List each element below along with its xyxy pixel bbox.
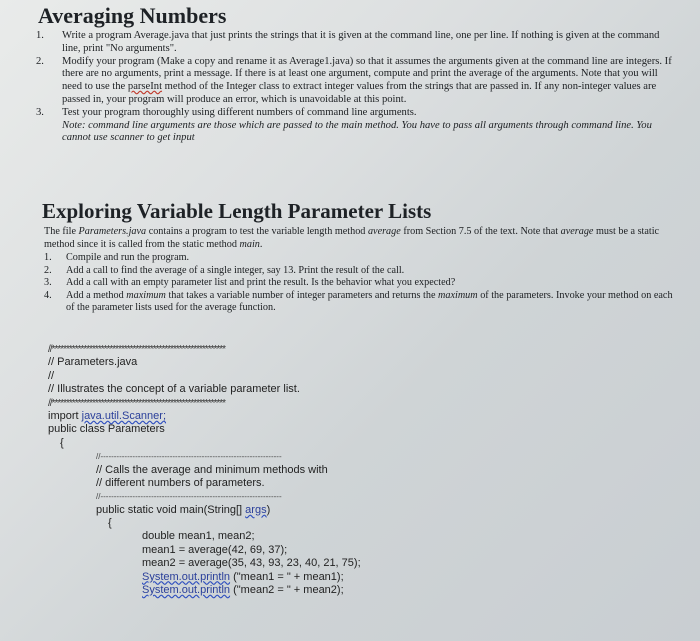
averaging-task-list bbox=[36, 30, 676, 145]
list-item bbox=[36, 56, 676, 107]
code-comment: //-------------------------------------------------------------------- bbox=[96, 452, 282, 462]
item-number: 3. bbox=[36, 106, 44, 118]
code-listing bbox=[48, 343, 361, 597]
code-comment: // Calls the average and minimum methods with bbox=[96, 463, 328, 476]
code-line: double mean1, mean2; bbox=[142, 530, 255, 543]
list-item: 1. Compile and run the program. bbox=[44, 252, 190, 263]
exercise-list bbox=[44, 252, 674, 315]
code-line: mean2 = average(35, 43, 93, 23, 40, 21, 75); bbox=[142, 557, 361, 570]
code-comment: // Illustrates the concept of a variable parameter list. bbox=[48, 383, 300, 396]
item-text: Test your program thoroughly using different numbers of command line arguments. bbox=[62, 106, 417, 118]
list-item: 2. Add a call to find the average of a single integer, say 13. Print the result of the call. bbox=[44, 264, 405, 276]
heading-averaging-numbers: Averaging Numbers bbox=[38, 3, 227, 28]
code-line: mean1 = average(42, 69, 37); bbox=[142, 543, 288, 556]
code-line: { bbox=[108, 517, 112, 530]
intro-paragraph: The file Parameters.java contains a program to test the variable length method average from Section 7.5 of the text. Note that average must be a static method since it is called from the static method main. bbox=[44, 226, 660, 250]
item-text: method of the Integer class to extract integer values from the strings that are passed in. If any non-integer values are passed in, your program will produce an error, which is unavoidable at this point. bbox=[62, 81, 657, 105]
code-comment: // bbox=[48, 369, 55, 382]
note-text: Note: command line arguments are those which are passed to the main method. You have to pass all arguments through command line. You cannot use scanner to get input bbox=[62, 119, 652, 144]
code-comment: // different numbers of parameters. bbox=[96, 476, 265, 489]
code-line: public static void main(String[] args) bbox=[96, 503, 271, 516]
code-line: { bbox=[60, 436, 64, 449]
item-number: 1. bbox=[36, 30, 44, 41]
code-comment: //************************************************************ bbox=[48, 397, 226, 409]
code-line: public class Parameters bbox=[48, 423, 165, 436]
code-line: System.out.println ("mean2 = " + mean2); bbox=[142, 584, 344, 597]
code-comment: // Parameters.java bbox=[48, 356, 138, 369]
list-item: 4. Add a method maximum that takes a variable number of integer parameters and returns the maximum of the parameters. Invoke your method on each of the parameter lists used for the average function. bbox=[44, 289, 673, 314]
list-item bbox=[36, 107, 676, 145]
spellcheck-word: parseInt bbox=[127, 81, 163, 93]
item-number: 2. bbox=[36, 55, 44, 67]
list-item: 3. Add a call with an empty parameter list and print the result. Is the behavior what you expected? bbox=[44, 277, 456, 289]
code-comment: //-------------------------------------------------------------------- bbox=[96, 492, 282, 502]
item-text: Modify your program (Make a copy and rename it as Average1.java) so that it assumes the arguments given at the command line are integers. If there are no arguments, print a message. If there is at least one argument, compute and print the average of the arguments. Note that you will need to use the bbox=[62, 55, 672, 93]
list-item bbox=[36, 30, 676, 56]
item-text: Write a program Average.java that just prints the strings that it is given at the command line, one per line. If nothing is given at the command line, print "No arguments". bbox=[62, 30, 660, 54]
heading-variable-length: Exploring Variable Length Parameter Lists bbox=[42, 199, 432, 223]
code-comment: //************************************************************ bbox=[48, 344, 226, 355]
code-line: import java.util.Scanner; bbox=[48, 409, 167, 422]
code-line: System.out.println ("mean1 = " + mean1); bbox=[142, 570, 344, 583]
